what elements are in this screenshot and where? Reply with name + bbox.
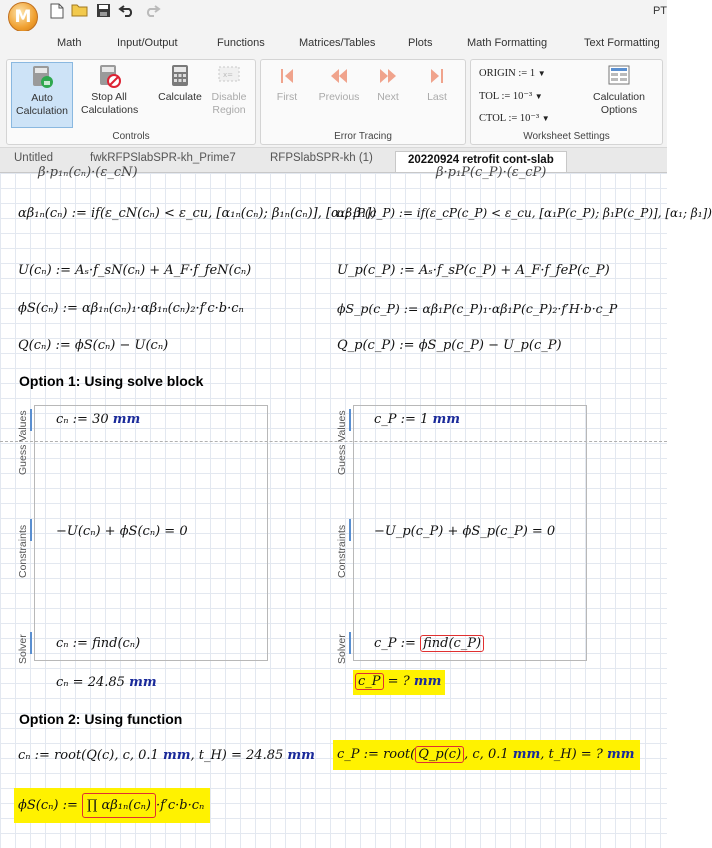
tab-untitled[interactable]: Untitled <box>14 152 53 164</box>
calculation-options-button[interactable] <box>579 62 659 117</box>
option2-heading: Option 2: Using function <box>19 711 183 727</box>
qp-error-highlight[interactable]: Q_p(c) <box>415 746 464 763</box>
stop-all-label: Stop All Calculations <box>81 91 139 116</box>
unit-mm: mm <box>413 674 442 689</box>
unit-mm: mm <box>512 747 541 762</box>
disable-region-icon <box>217 64 241 88</box>
region-marker <box>30 632 32 654</box>
worksheet[interactable] <box>0 165 712 848</box>
previous-button <box>315 62 363 104</box>
redo-icon <box>143 3 161 21</box>
constraint-right[interactable]: −U_p(c_P) + ϕS_p(c_P) = 0 <box>374 524 556 539</box>
chevron-down-icon: ▼ <box>537 69 546 78</box>
region-marker <box>349 632 351 654</box>
ribbon <box>0 55 667 148</box>
menu-input-output[interactable]: Input/Output <box>117 37 178 49</box>
calculator-icon <box>168 64 192 88</box>
solver-find-cn[interactable]: cₙ := find(cₙ) <box>56 636 141 651</box>
menu-math-formatting[interactable]: Math Formatting <box>467 37 548 49</box>
logo-letter: M <box>14 7 32 27</box>
phis-product-tail: ·f′c·b·cₙ <box>155 798 205 813</box>
guess-values-label: Guess Values <box>336 410 348 475</box>
q-p-definition[interactable]: Q_p(c_P) := ϕS_p(c_P) − U_p(c_P) <box>337 338 562 353</box>
result-cn-expr: cₙ = 24.85 <box>56 675 125 690</box>
calculation-options-icon <box>607 64 631 88</box>
stop-all-calculations-button[interactable] <box>81 62 137 117</box>
root-cp-args: , c, 0.1 <box>464 747 509 762</box>
error-tracing-group-label: Error Tracing <box>334 131 392 142</box>
tol-label: TOL := 10⁻³ <box>479 91 533 102</box>
auto-calculation-button[interactable] <box>11 62 73 128</box>
root-cn-tail: , t_H) = 24.85 <box>190 748 284 763</box>
new-icon[interactable] <box>48 3 66 21</box>
q-n-definition[interactable]: Q(cₙ) := ϕS(cₙ) − U(cₙ) <box>18 338 169 353</box>
undo-icon[interactable] <box>118 3 136 21</box>
disable-region-label: Disable Region <box>211 91 247 116</box>
ribbon-tabs <box>0 31 667 55</box>
title-bar <box>0 0 667 31</box>
calculator-check-icon <box>30 65 54 89</box>
chevron-down-icon: ▼ <box>541 114 550 123</box>
unit-mm: mm <box>162 748 191 763</box>
clipped-region-left: β·p₁ₙ(cₙ)·(ε_cN) <box>38 165 138 180</box>
next-label: Next <box>377 91 399 103</box>
first-label: First <box>276 91 298 103</box>
result-cn[interactable] <box>56 675 157 690</box>
menu-math[interactable]: Math <box>57 37 82 49</box>
result-cp[interactable] <box>353 670 445 695</box>
worksheet-settings-group <box>470 59 663 145</box>
calculation-options-label: Calculation Options <box>593 91 645 116</box>
phis-product-definition[interactable] <box>14 788 210 823</box>
menu-plots[interactable]: Plots <box>408 37 433 49</box>
unit-mm: mm <box>129 675 157 690</box>
phis-product-lhs: ϕS(cₙ) := <box>18 798 82 813</box>
next-icon <box>376 64 400 88</box>
first-icon <box>275 64 299 88</box>
last-icon <box>425 64 449 88</box>
menu-text-formatting[interactable]: Text Formatting <box>584 37 660 49</box>
guess-values-label: Guess Values <box>17 410 29 475</box>
constraints-label: Constraints <box>17 524 29 578</box>
unit-mm: mm <box>112 412 141 427</box>
product-error-highlight[interactable]: ∏ αβ₁ₙ(cₙ) <box>82 793 156 818</box>
origin-setting[interactable] <box>479 68 546 79</box>
worksheet-settings-group-label: Worksheet Settings <box>523 131 610 142</box>
tol-setting[interactable] <box>479 90 543 102</box>
guess-cp-expr: c_P := 1 <box>374 412 429 427</box>
solver-label: Solver <box>336 634 348 664</box>
phis-p-definition[interactable]: ϕS_p(c_P) := αβ₁P(c_P)₁·αβ₁P(c_P)₂·f′H·b·c_P <box>337 301 618 316</box>
region-marker <box>30 409 32 431</box>
ctol-setting[interactable] <box>479 112 550 124</box>
result-cp-value: = ? <box>383 674 410 689</box>
find-cp-error-highlight[interactable]: find(c_P) <box>420 635 484 652</box>
alpha-beta-p-definition[interactable]: αβ₁P(c_P) := if(ε_cP(c_P) < ε_cu, [α₁P(c_P); β₁P(c_P)], [α₁; β₁]) <box>337 206 712 220</box>
previous-label: Previous <box>318 91 360 103</box>
controls-group <box>6 59 256 145</box>
ctol-label: CTOL := 10⁻³ <box>479 113 540 124</box>
last-label: Last <box>427 91 447 103</box>
root-cp-expr: c_P := root( <box>337 747 416 762</box>
calculate-button[interactable] <box>153 62 207 104</box>
root-cp[interactable] <box>333 740 640 770</box>
u-p-definition[interactable]: U_p(c_P) := Aₛ·f_sP(c_P) + A_F·f_feP(c_P) <box>337 263 610 278</box>
guess-cn[interactable] <box>56 412 140 427</box>
tab-fwkrfpslabspr-kh-prime7[interactable]: fwkRFPSlabSPR-kh_Prime7 <box>90 152 236 164</box>
app-title: PT <box>652 5 667 17</box>
region-marker <box>30 519 32 541</box>
app-logo-button[interactable] <box>8 2 38 32</box>
disable-region-button <box>205 62 253 117</box>
guess-cn-expr: cₙ := 30 <box>56 412 109 427</box>
constraint-left[interactable]: −U(cₙ) + ϕS(cₙ) = 0 <box>56 524 188 539</box>
tab-20220924-retrofit-cont-slab[interactable]: 20220924 retrofit cont-slab <box>395 151 567 172</box>
auto-calculation-label: Auto Calculation <box>16 92 68 117</box>
next-button <box>371 62 405 104</box>
previous-icon <box>327 64 351 88</box>
clipped-region-right: β·p₁P(c_P)·(ε_cP) <box>436 165 547 180</box>
origin-label: ORIGIN := 1 <box>479 68 536 79</box>
open-folder-icon[interactable] <box>70 3 88 21</box>
chevron-down-icon: ▼ <box>534 92 543 101</box>
cp-error-highlight[interactable]: c_P <box>355 673 384 690</box>
constraints-label: Constraints <box>336 524 348 578</box>
menu-functions[interactable]: Functions <box>217 37 265 49</box>
u-n-definition[interactable]: U(cₙ) := Aₛ·f_sN(cₙ) + A_F·f_feN(cₙ) <box>18 263 252 278</box>
menu-matrices-tables[interactable]: Matrices/Tables <box>299 37 376 49</box>
option1-heading: Option 1: Using solve block <box>19 373 204 389</box>
save-icon[interactable] <box>94 3 112 21</box>
root-cn[interactable] <box>18 748 315 763</box>
error-tracing-group <box>260 59 466 145</box>
root-cn-expr: cₙ := root(Q(c), c, 0.1 <box>18 748 159 763</box>
first-button <box>269 62 305 104</box>
svg-text:x=: x= <box>223 71 234 79</box>
unit-mm: mm <box>287 748 315 763</box>
calculate-label: Calculate <box>158 91 202 103</box>
unit-mm: mm <box>432 412 460 427</box>
last-button <box>421 62 453 104</box>
controls-group-label: Controls <box>112 131 150 142</box>
region-marker <box>349 519 351 541</box>
unit-mm: mm <box>606 747 635 762</box>
calculator-stop-icon <box>97 64 121 88</box>
solver-label: Solver <box>17 634 29 664</box>
solver-find-cp[interactable] <box>374 636 484 651</box>
guess-cp[interactable] <box>374 412 460 427</box>
phis-n-definition[interactable]: ϕS(cₙ) := αβ₁ₙ(cₙ)₁·αβ₁ₙ(cₙ)₂·f′c·b·cₙ <box>18 301 244 316</box>
root-cp-tail: , t_H) = ? <box>540 747 603 762</box>
region-marker <box>349 409 351 431</box>
alpha-beta-n-definition[interactable]: αβ₁ₙ(cₙ) := if(ε_cN(cₙ) < ε_cu, [α₁ₙ(cₙ); β₁ₙ(cₙ)], [α₁; β₁]) <box>18 206 377 221</box>
tab-rfpslabspr-kh-1[interactable]: RFPSlabSPR-kh (1) <box>270 152 373 164</box>
solver-cp-lhs: c_P := <box>374 636 421 651</box>
